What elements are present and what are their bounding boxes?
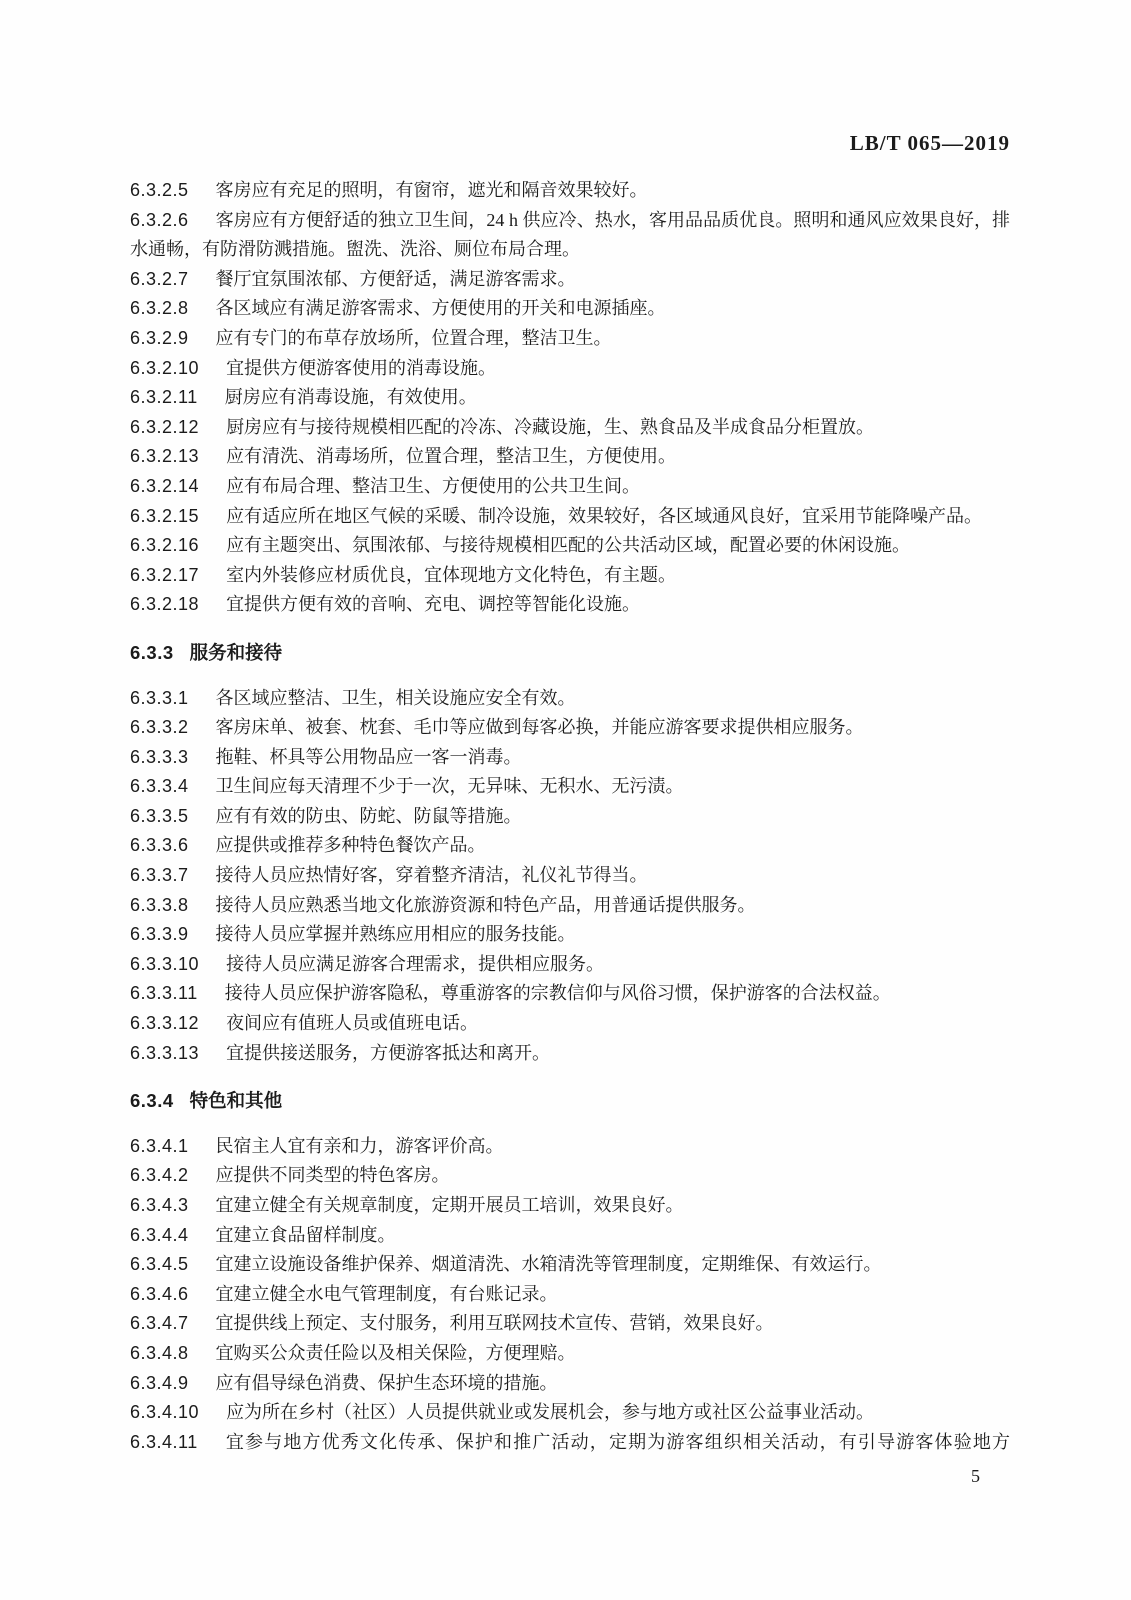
clause-text: 应有专门的布草存放场所，位置合理，整洁卫生。 (215, 327, 612, 348)
clause-number: 6.3.2.5 (130, 180, 189, 200)
clause-text: 卫生间应每天清理不少于一次，无异味、无积水、无污渍。 (215, 776, 684, 797)
clause-number: 6.3.4.4 (130, 1224, 189, 1245)
clause-text: 宜提供方便有效的音响、充电、调控等智能化设施。 (226, 594, 641, 615)
clause-text: 应有主题突出、氛围浓郁、与接待规模相匹配的公共活动区域，配置必要的休闲设施。 (226, 535, 911, 556)
clause-text: 接待人员应保护游客隐私，尊重游客的宗教信仰与风俗习惯，保护游客的合法权益。 (224, 983, 891, 1004)
section-heading (130, 638, 1010, 668)
clause-text: 应为所在乡村（社区）人员提供就业或发展机会，参与地方或社区公益事业活动。 (226, 1402, 875, 1423)
clause (130, 1339, 1010, 1369)
clause (130, 1039, 1010, 1069)
clause-number: 6.3.4.1 (130, 1135, 189, 1156)
clause (130, 831, 1010, 861)
clause-text: 应有倡导绿色消费、保护生态环境的措施。 (215, 1372, 558, 1393)
clause-number: 6.3.4.6 (130, 1283, 189, 1304)
clause-number: 6.3.2.7 (130, 268, 189, 289)
document-header (130, 131, 1010, 156)
clause-text: 应有适应所在地区气候的采暖、制冷设施，效果较好，各区域通风良好，宜采用节能降噪产品。 (226, 505, 983, 526)
clause-number: 6.3.2.17 (130, 564, 200, 585)
clause-text: 客房应有充足的照明，有窗帘，遮光和隔音效果较好。 (215, 180, 648, 200)
doc-code: LB/T 065—2019 (849, 131, 1010, 155)
clause (130, 1428, 1010, 1458)
clause (130, 772, 1010, 802)
clause (130, 383, 1010, 413)
clause (130, 1221, 1010, 1251)
clause-number: 6.3.4.11 (130, 1431, 198, 1452)
clause-number: 6.3.2.11 (130, 387, 198, 408)
clause-number: 6.3.3.4 (130, 776, 189, 797)
clause-text: 宜购买公众责任险以及相关保险，方便理赔。 (215, 1342, 576, 1363)
document-body (130, 176, 1010, 1457)
clause (130, 354, 1010, 384)
clause-number: 6.3.2.6 (130, 209, 189, 230)
section-title: 服务和接待 (189, 641, 283, 663)
clause (130, 713, 1010, 743)
clause (130, 442, 1010, 472)
clause-text: 应有有效的防虫、防蛇、防鼠等措施。 (215, 805, 522, 826)
clause-text: 应有清洗、消毒场所，位置合理，整洁卫生，方便使用。 (226, 446, 677, 467)
clause (130, 979, 1010, 1009)
clause-text: 宜建立健全水电气管理制度，有台账记录。 (215, 1283, 558, 1304)
clause-text: 厨房应有与接待规模相匹配的冷冻、冷藏设施，生、熟食品及半成食品分柜置放。 (226, 416, 875, 437)
clause-number: 6.3.2.15 (130, 505, 200, 526)
page-number: 5 (971, 1466, 980, 1486)
section-title: 特色和其他 (189, 1090, 283, 1112)
clause-number: 6.3.2.16 (130, 535, 200, 556)
clause-text: 宜建立食品留样制度。 (215, 1224, 396, 1245)
clause (130, 920, 1010, 950)
clause (130, 206, 1010, 265)
clause (130, 1191, 1010, 1221)
clause (130, 1369, 1010, 1399)
clause-text: 民宿主人宜有亲和力，游客评价高。 (215, 1135, 504, 1156)
document-footer (130, 1466, 1010, 1487)
clause-text: 厨房应有消毒设施，有效使用。 (224, 387, 477, 408)
clause (130, 1161, 1010, 1191)
clause-text: 各区域应有满足游客需求、方便使用的开关和电源插座。 (215, 298, 666, 319)
clause (130, 1250, 1010, 1280)
clause (130, 950, 1010, 980)
clause-number: 6.3.3.7 (130, 865, 189, 886)
section-number: 6.3.4 (130, 1090, 174, 1112)
clause-text: 客房应有方便舒适的独立卫生间，24 h 供应冷、热水，客用品品质优良。照明和通风应效果良好，排水通畅，有防滑防溅措施。盥洗、洗浴、厕位布局合理。 (130, 209, 1010, 260)
clause (130, 684, 1010, 714)
clause-text: 夜间应有值班人员或值班电话。 (226, 1013, 479, 1034)
clause (130, 561, 1010, 591)
clause-text: 应提供或推荐多种特色餐饮产品。 (215, 835, 486, 856)
section-heading (130, 1086, 1010, 1116)
clause-text: 宜建立健全有关规章制度，定期开展员工培训，效果良好。 (215, 1195, 684, 1215)
clause-number: 6.3.3.6 (130, 835, 189, 856)
clause-number: 6.3.4.10 (130, 1402, 200, 1423)
clause-text: 宜提供线上预定、支付服务，利用互联网技术宣传、营销，效果良好。 (215, 1313, 774, 1334)
clause-number: 6.3.4.2 (130, 1165, 189, 1186)
clause (130, 1009, 1010, 1039)
clause-number: 6.3.4.7 (130, 1313, 189, 1334)
clause (130, 1132, 1010, 1162)
clause-text: 接待人员应热情好客，穿着整齐清洁，礼仪礼节得当。 (215, 865, 648, 886)
clause-text: 应有布局合理、整洁卫生、方便使用的公共卫生间。 (226, 475, 641, 496)
clause-text: 宜提供方便游客使用的消毒设施。 (226, 357, 497, 378)
clause (130, 590, 1010, 620)
clause-number: 6.3.3.8 (130, 894, 189, 915)
clause (130, 502, 1010, 532)
clause-text: 接待人员应满足游客合理需求，提供相应服务。 (226, 953, 605, 974)
clause (130, 1398, 1010, 1428)
clause-number: 6.3.3.13 (130, 1042, 200, 1063)
clause (130, 324, 1010, 354)
clause-text: 接待人员应掌握并熟练应用相应的服务技能。 (215, 924, 576, 945)
clause-number: 6.3.4.9 (130, 1372, 189, 1393)
clause-text: 应提供不同类型的特色客房。 (215, 1165, 450, 1186)
clause-number: 6.3.2.13 (130, 446, 200, 467)
clause-text: 宜提供接送服务，方便游客抵达和离开。 (226, 1042, 551, 1063)
clause-number: 6.3.4.5 (130, 1254, 189, 1275)
clause-text: 各区域应整洁、卫生，相关设施应安全有效。 (215, 687, 576, 708)
clause-number: 6.3.2.12 (130, 416, 200, 437)
clause-text: 室内外装修应材质优良，宜体现地方文化特色，有主题。 (226, 564, 677, 585)
clause-number: 6.3.2.10 (130, 357, 200, 378)
clause-number: 6.3.2.9 (130, 327, 189, 348)
clause (130, 176, 1010, 206)
clause-number: 6.3.3.1 (130, 687, 189, 708)
clause-text: 宜建立设施设备维护保养、烟道清洗、水箱清洗等管理制度，定期维保、有效运行。 (215, 1254, 882, 1275)
clause-number: 6.3.3.9 (130, 924, 189, 945)
clause (130, 1309, 1010, 1339)
clause-text: 餐厅宜氛围浓郁、方便舒适，满足游客需求。 (215, 268, 576, 289)
clause-number: 6.3.4.3 (130, 1195, 189, 1215)
clause-number: 6.3.3.11 (130, 983, 198, 1004)
clause (130, 891, 1010, 921)
clause-number: 6.3.3.10 (130, 953, 200, 974)
clause (130, 413, 1010, 443)
clause (130, 265, 1010, 295)
clause (130, 472, 1010, 502)
clause (130, 531, 1010, 561)
clause-number: 6.3.3.2 (130, 717, 189, 738)
clause (130, 861, 1010, 891)
clause-text: 客房床单、被套、枕套、毛巾等应做到每客必换，并能应游客要求提供相应服务。 (215, 717, 864, 738)
clause-text: 宜参与地方优秀文化传承、保护和推广活动，定期为游客组织相关活动，有引导游客体验地方 (224, 1431, 1010, 1452)
clause (130, 743, 1010, 773)
clause (130, 1280, 1010, 1310)
clause-number: 6.3.4.8 (130, 1342, 189, 1363)
clause-number: 6.3.2.8 (130, 298, 189, 319)
clause-number: 6.3.2.14 (130, 475, 200, 496)
clause-text: 接待人员应熟悉当地文化旅游资源和特色产品，用普通话提供服务。 (215, 894, 756, 915)
clause-text: 拖鞋、杯具等公用物品应一客一消毒。 (215, 746, 522, 767)
clause (130, 802, 1010, 832)
clause-number: 6.3.3.3 (130, 746, 189, 767)
clause (130, 294, 1010, 324)
clause-number: 6.3.3.5 (130, 805, 189, 826)
clause-number: 6.3.3.12 (130, 1013, 200, 1034)
section-number: 6.3.3 (130, 641, 174, 663)
clause-number: 6.3.2.18 (130, 594, 200, 615)
